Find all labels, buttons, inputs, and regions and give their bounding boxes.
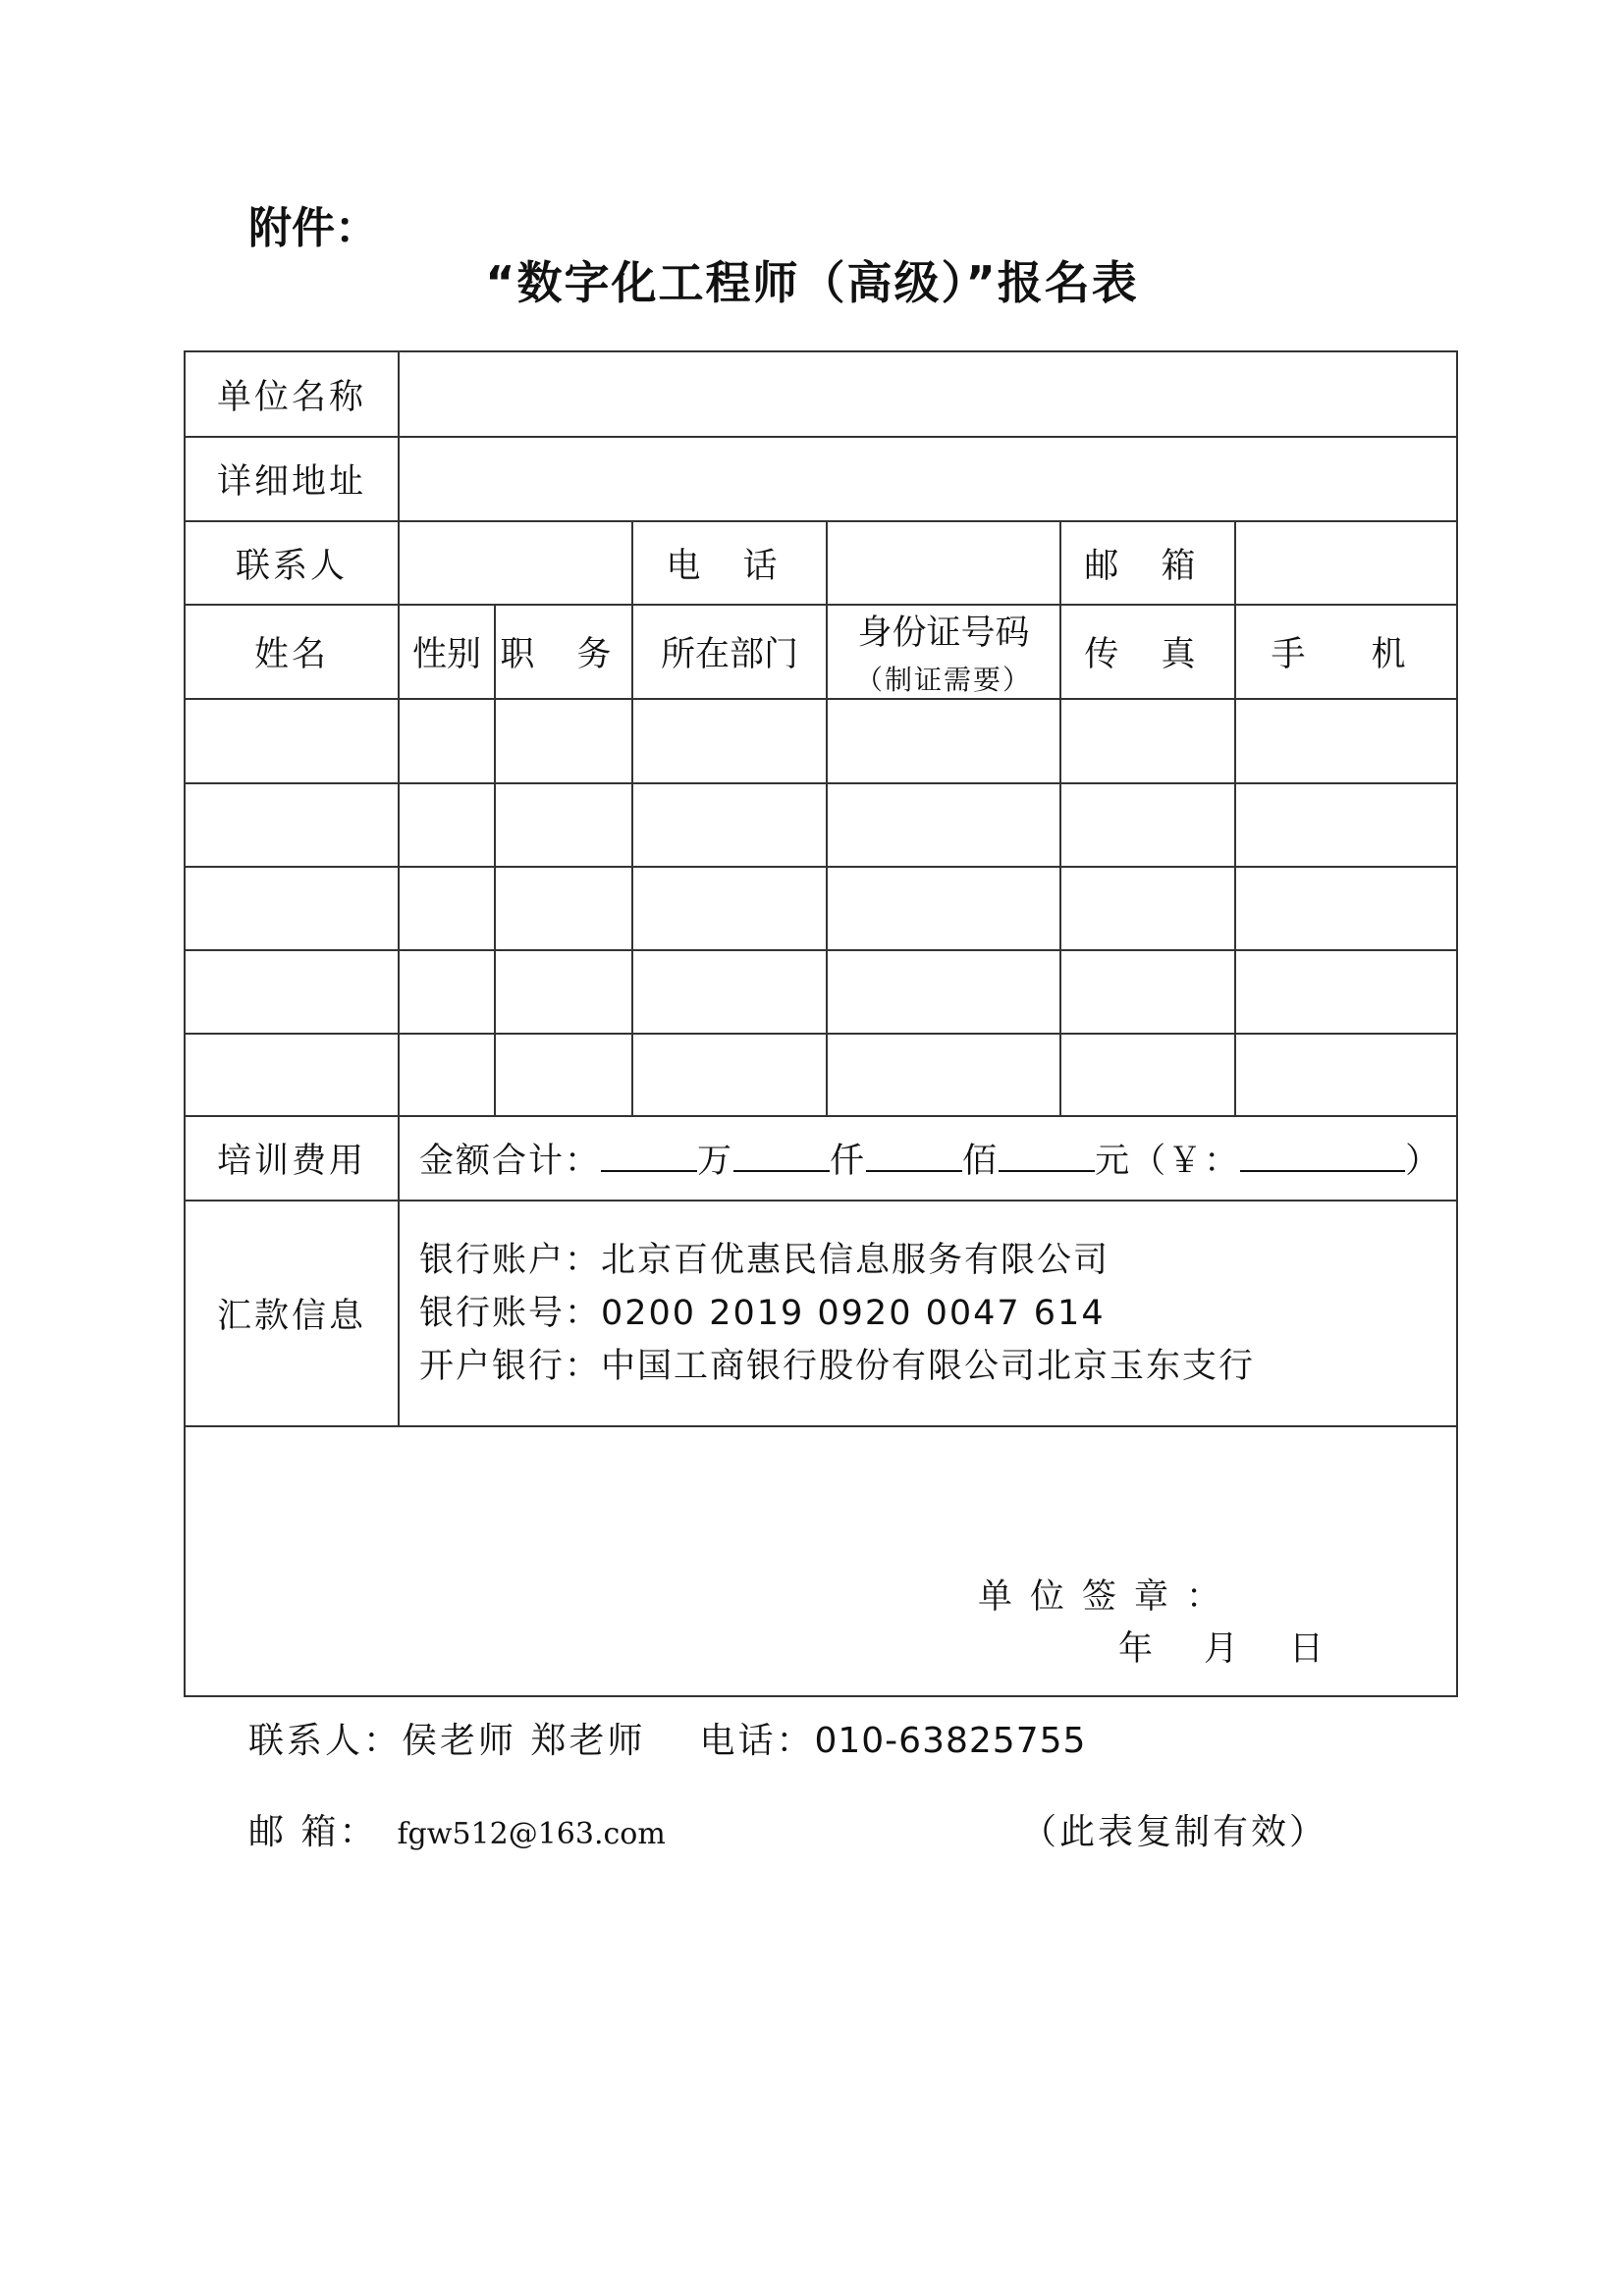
mobile-cell[interactable]	[1235, 783, 1457, 867]
mobile-cell[interactable]	[1235, 1034, 1457, 1116]
department-cell[interactable]	[632, 1034, 827, 1116]
fee-wan-blank[interactable]	[601, 1141, 697, 1172]
id-number-cell[interactable]	[827, 950, 1060, 1034]
department-cell[interactable]	[632, 783, 827, 867]
fee-bai-blank[interactable]	[866, 1141, 962, 1172]
col-header-fax: 传 真	[1060, 605, 1235, 699]
mobile-cell[interactable]	[1235, 699, 1457, 783]
registration-form-table	[184, 350, 1458, 1697]
seal-date	[1118, 1622, 1375, 1671]
id-number-label: 身份证号码	[857, 614, 1030, 653]
gender-cell[interactable]	[399, 867, 495, 950]
fax-cell[interactable]	[1060, 867, 1235, 950]
department-cell[interactable]	[632, 699, 827, 783]
remit-label: 汇款信息	[185, 1201, 399, 1426]
footer-contact: 联系人：侯老师 郑老师	[248, 1721, 646, 1761]
unit-name-label: 单位名称	[185, 351, 399, 437]
seal-area[interactable]	[185, 1426, 1457, 1696]
fee-wan-unit: 万	[697, 1142, 734, 1181]
fee-qian-unit: 仟	[830, 1142, 867, 1181]
fee-amount-line	[399, 1116, 1457, 1201]
address-field[interactable]	[399, 437, 1457, 521]
fax-cell[interactable]	[1060, 699, 1235, 783]
department-cell[interactable]	[632, 950, 827, 1034]
remit-info	[399, 1201, 1457, 1426]
footer-phone-label: 电话：	[699, 1721, 815, 1761]
date-day: 日	[1289, 1629, 1325, 1669]
footer-contact-line	[248, 1713, 1086, 1763]
contact-field[interactable]	[399, 521, 632, 605]
name-cell[interactable]	[185, 867, 399, 950]
bank-account-name: 银行账户：北京百优惠民信息服务有限公司	[419, 1241, 1110, 1280]
fee-close-paren: ）	[1405, 1142, 1442, 1181]
col-header-gender: 性别	[399, 605, 495, 699]
fee-total-blank[interactable]	[1240, 1141, 1405, 1172]
id-number-cell[interactable]	[827, 783, 1060, 867]
name-cell[interactable]	[185, 699, 399, 783]
col-header-name: 姓名	[185, 605, 399, 699]
fax-cell[interactable]	[1060, 783, 1235, 867]
table-row	[185, 867, 1457, 950]
table-row	[185, 699, 1457, 783]
position-cell[interactable]	[495, 1034, 632, 1116]
col-header-mobile: 手 机	[1235, 605, 1457, 699]
fee-yuan-unit: 元（￥：	[1095, 1142, 1241, 1181]
fee-qian-blank[interactable]	[733, 1141, 830, 1172]
gender-cell[interactable]	[399, 1034, 495, 1116]
department-cell[interactable]	[632, 867, 827, 950]
contact-label: 联系人	[185, 521, 399, 605]
col-header-department: 所在部门	[632, 605, 827, 699]
col-header-id-number	[827, 605, 1060, 699]
phone-field[interactable]	[827, 521, 1060, 605]
address-label: 详细地址	[185, 437, 399, 521]
unit-name-field[interactable]	[399, 351, 1457, 437]
footer-copy-note: （此表复制有效）	[1021, 1812, 1328, 1852]
footer-phone-number: 010-63825755	[814, 1721, 1087, 1761]
bank-branch: 开户银行：中国工商银行股份有限公司北京玉东支行	[419, 1347, 1256, 1386]
date-month: 月	[1204, 1629, 1239, 1669]
bank-account-number: 银行账号：0200 2019 0920 0047 614	[419, 1294, 1106, 1333]
fax-cell[interactable]	[1060, 1034, 1235, 1116]
name-cell[interactable]	[185, 783, 399, 867]
position-cell[interactable]	[495, 783, 632, 867]
email-label: 邮 箱	[1060, 521, 1235, 605]
table-row	[185, 950, 1457, 1034]
mobile-cell[interactable]	[1235, 950, 1457, 1034]
gender-cell[interactable]	[399, 783, 495, 867]
seal-label: 单位签章：	[978, 1577, 1239, 1617]
footer-email-line	[248, 1804, 1328, 1854]
footer-email-label: 邮 箱：	[248, 1812, 378, 1852]
name-cell[interactable]	[185, 950, 399, 1034]
position-cell[interactable]	[495, 699, 632, 783]
fee-label: 培训费用	[185, 1116, 399, 1201]
fax-cell[interactable]	[1060, 950, 1235, 1034]
position-cell[interactable]	[495, 867, 632, 950]
id-number-note: （制证需要）	[854, 664, 1032, 696]
table-row	[185, 1034, 1457, 1116]
col-header-position: 职 务	[495, 605, 632, 699]
fee-prefix: 金额合计：	[419, 1142, 602, 1181]
date-year: 年	[1118, 1629, 1154, 1669]
mobile-cell[interactable]	[1235, 867, 1457, 950]
attachment-label: 附件：	[248, 203, 378, 253]
table-row	[185, 783, 1457, 867]
id-number-cell[interactable]	[827, 699, 1060, 783]
id-number-cell[interactable]	[827, 1034, 1060, 1116]
email-field[interactable]	[1235, 521, 1457, 605]
name-cell[interactable]	[185, 1034, 399, 1116]
gender-cell[interactable]	[399, 950, 495, 1034]
phone-label: 电 话	[632, 521, 827, 605]
id-number-cell[interactable]	[827, 867, 1060, 950]
form-title: “数字化工程师（高级）”报名表	[485, 256, 1139, 309]
gender-cell[interactable]	[399, 699, 495, 783]
fee-bai-unit: 佰	[962, 1142, 1000, 1181]
footer-email: fgw512@163.com	[397, 1817, 666, 1851]
position-cell[interactable]	[495, 950, 632, 1034]
fee-yuan-blank[interactable]	[999, 1141, 1095, 1172]
